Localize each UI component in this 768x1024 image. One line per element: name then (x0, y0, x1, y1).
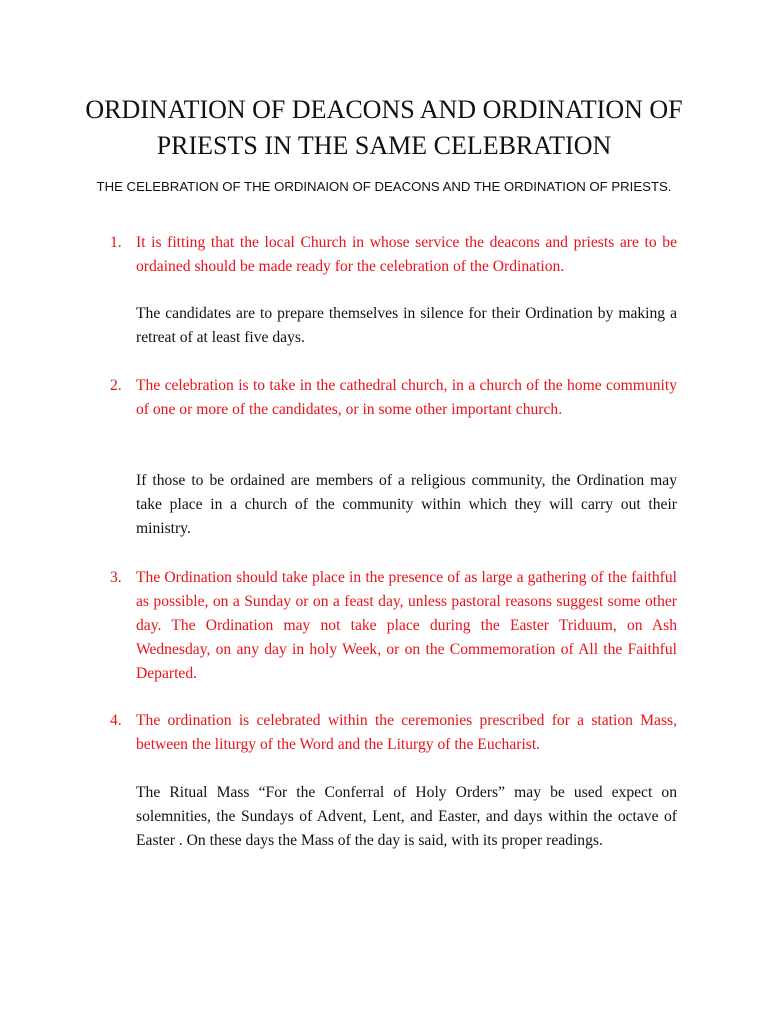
document-subtitle: THE CELEBRATION OF THE ORDINAION OF DEACONS AND THE ORDINATION OF PRIESTS. (96, 179, 672, 194)
item-4-rubric: The ordination is celebrated within the ceremonies prescribed for a station Mass, between the liturgy of the Word and the Liturgy of the Eucharist. (136, 712, 677, 753)
item-number-4: 4. (110, 712, 122, 729)
item-3-rubric: The Ordination should take place in the presence of as large a gathering of the faithful as possible, on a Sunday or on a feast day, unless pastoral reasons suggest some other day. The Ordination may not take place during the Easter Triduum, on Ash Wednesday, on any day in holy Week, or on the Commemoration of All the Faithful Departed. (136, 569, 677, 682)
item-number-3: 3. (110, 569, 122, 586)
item-2-text: If those to be ordained are members of a religious community, the Ordination may take place in a church of the community within which they will carry out their ministry. (136, 472, 677, 537)
item-1-text: The candidates are to prepare themselves in silence for their Ordination by making a retreat of at least five days. (136, 305, 677, 346)
item-number-2: 2. (110, 377, 122, 394)
item-1-rubric: It is fitting that the local Church in whose service the deacons and priests are to be ordained should be made ready for the celebration of the Ordination. (136, 234, 677, 275)
document-title: ORDINATION OF DEACONS AND ORDINATION OF PRIESTS IN THE SAME CELEBRATION (85, 95, 683, 160)
item-2-rubric: The celebration is to take in the cathedral church, in a church of the home community of one or more of the candidates, or in some other important church. (136, 377, 677, 418)
item-4-text: The Ritual Mass “For the Conferral of Holy Orders” may be used expect on solemnities, the Sundays of Advent, Lent, and Easter, and days within the octave of Easter . On these days the Mass of the day is said, with its proper readings. (136, 784, 677, 849)
item-number-1: 1. (110, 234, 122, 251)
